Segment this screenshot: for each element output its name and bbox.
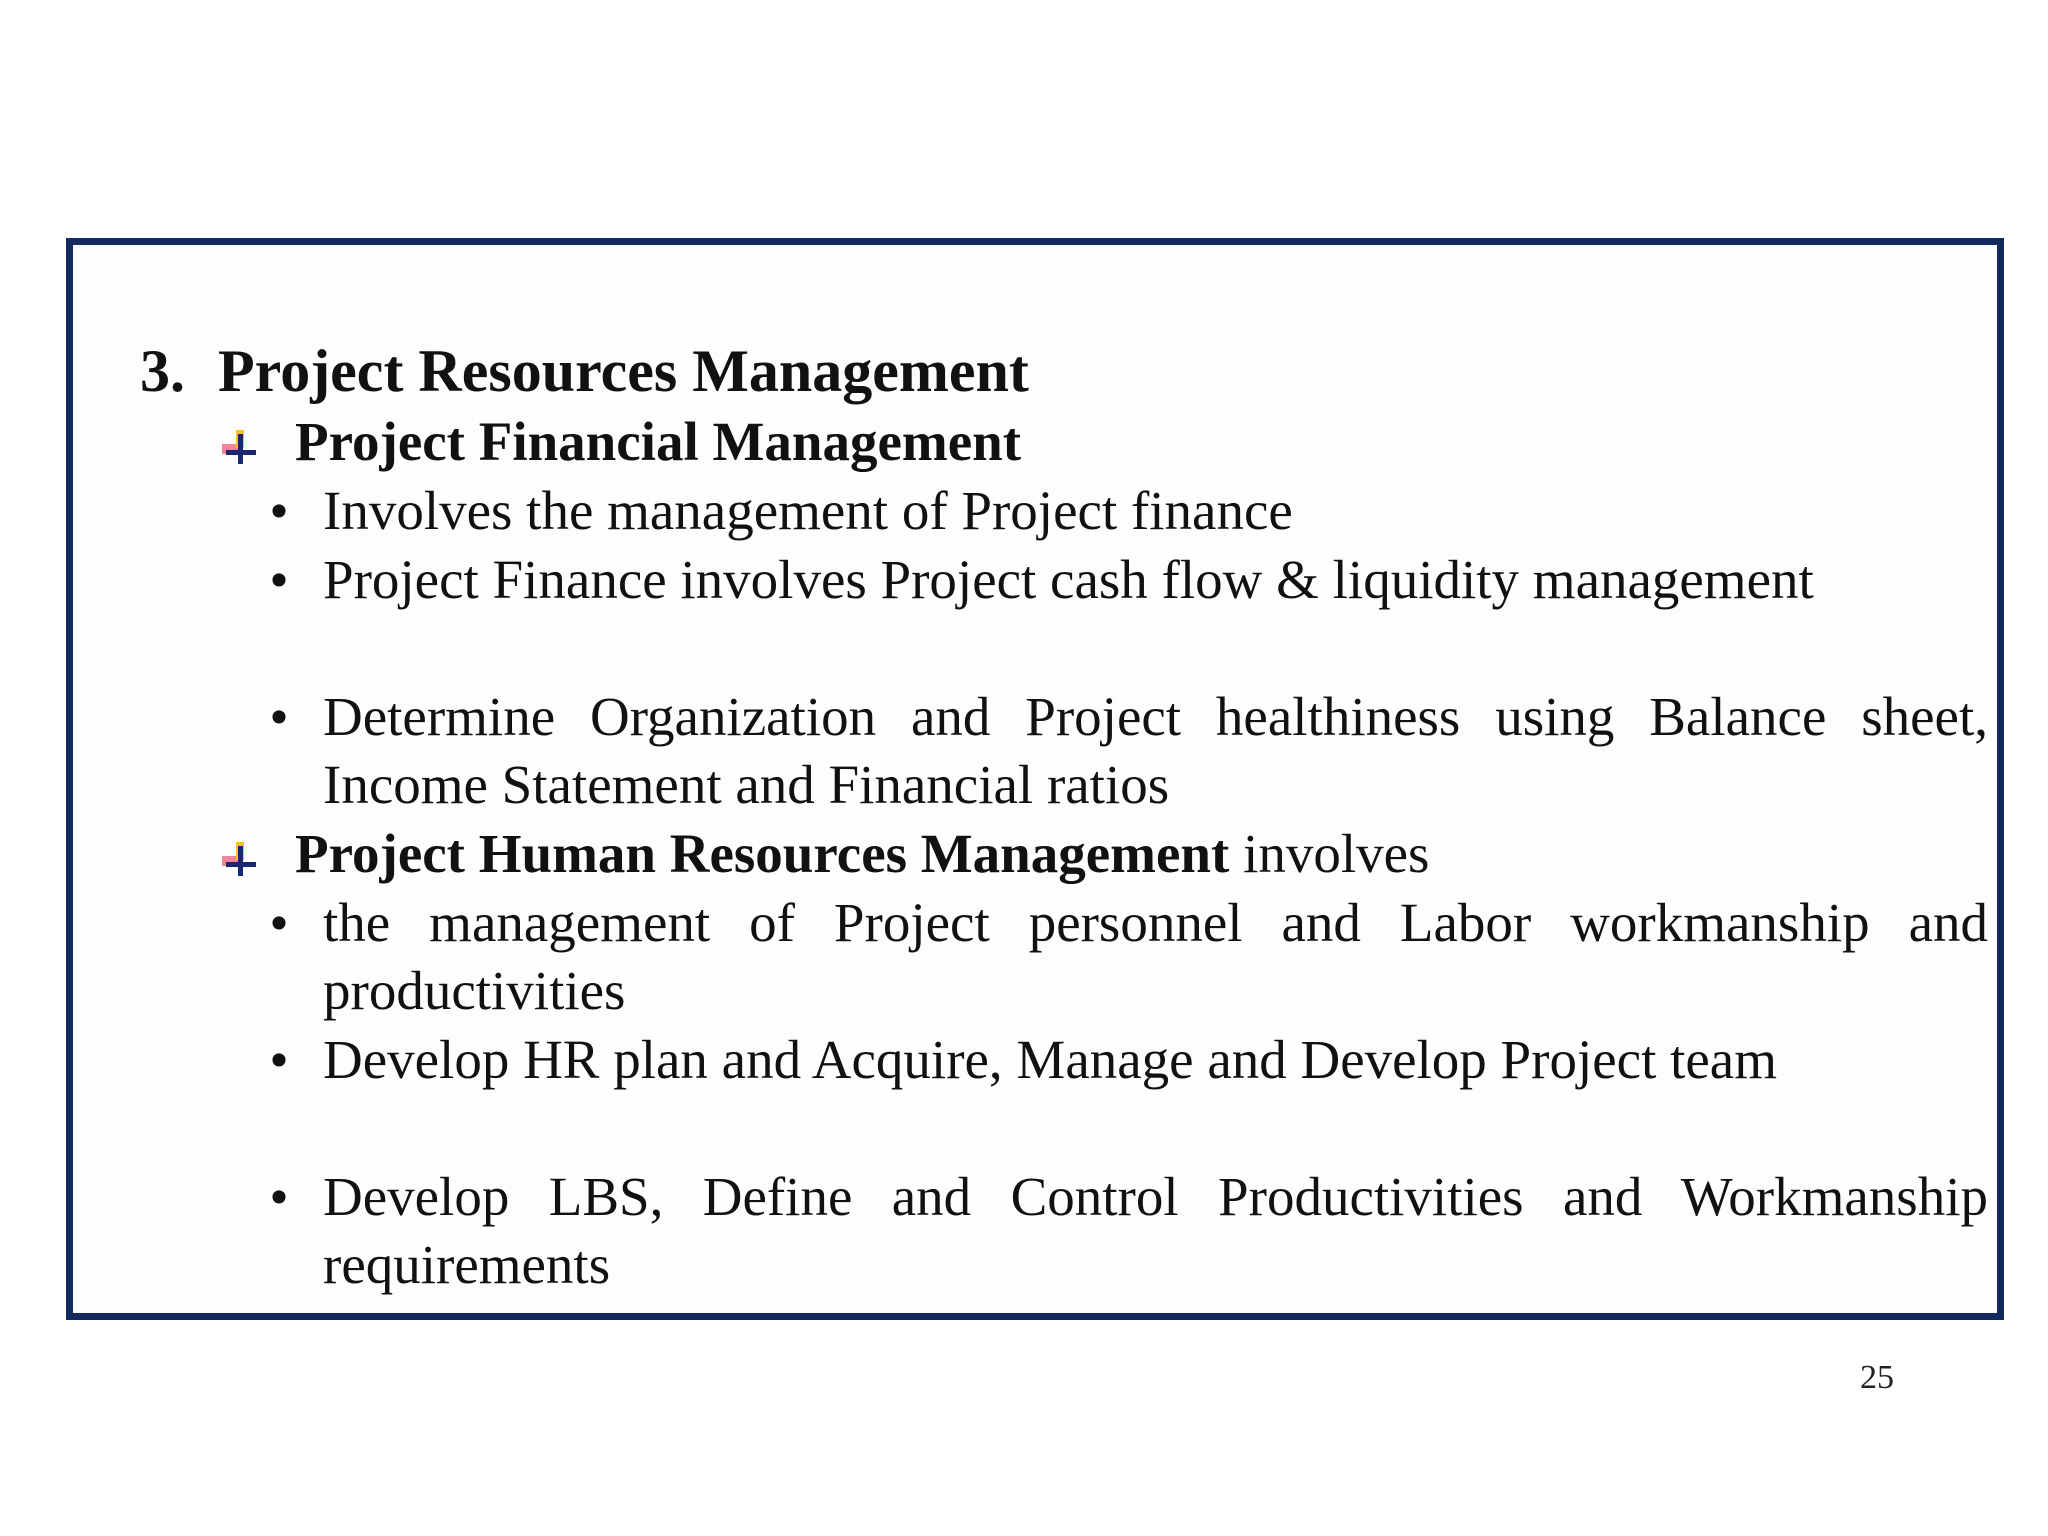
bullet-text: the management of Project personnel and Labor workmanship and productivities [323,892,1988,1021]
bullet-text: Develop LBS, Define and Control Productivities and Workmanship requirements [323,1166,1988,1295]
section-heading-text: Project Resources Management [218,338,1029,404]
bullet-text: Develop HR plan and Acquire, Manage and Develop Project team [323,1029,1777,1090]
bullet-dot: • [269,1029,289,1090]
bullet-text: Project Finance involves Project cash flow & liquidity management [323,549,1814,610]
subheading-financial-title: Project Financial Management [295,411,1022,472]
bullet-dot: • [269,480,289,541]
bullet-dot: • [269,549,289,610]
page-number: 25 [1860,1359,1894,1396]
bullet-text: Determine Organization and Project healthiness using Balance sheet, Income Statement and Financial ratios [323,686,1988,815]
bullet-dot: • [269,892,289,953]
subheading-hr-title: Project Human Resources Management [295,823,1230,884]
bullet-text: Involves the management of Project finance [323,480,1293,541]
section-heading-number: 3. [140,338,185,404]
subheading-hr-suffix: involves [1229,823,1430,884]
colored-cross-bullet-icon [220,430,258,464]
section-heading [140,336,1029,406]
bullet-dot: • [269,686,289,747]
bullet-dot: • [269,1166,289,1227]
colored-cross-bullet-icon [220,842,258,876]
